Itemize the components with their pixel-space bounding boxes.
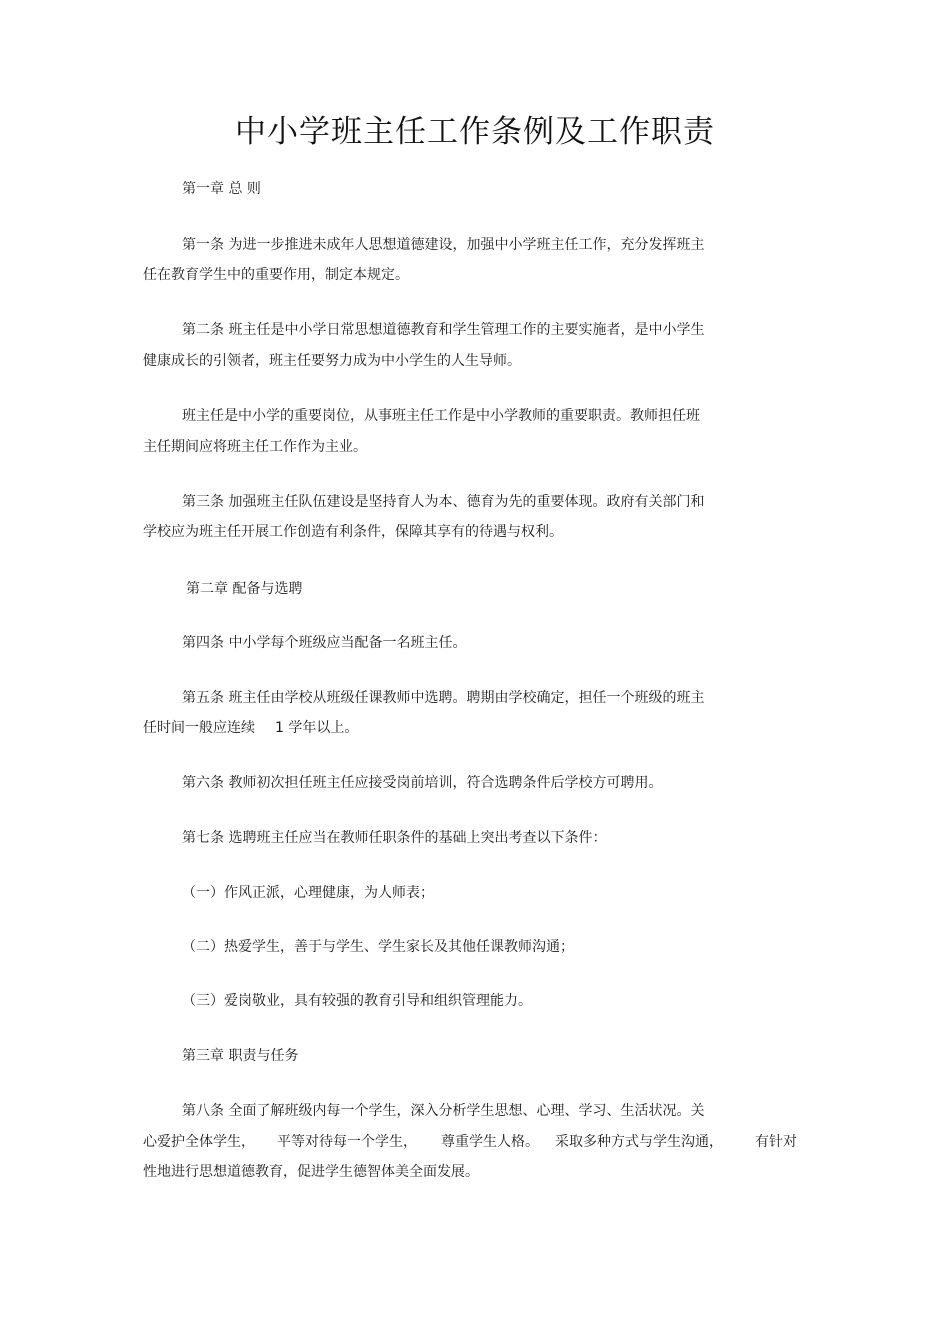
article-4: 第四条 中小学每个班级应当配备一名班主任。 (182, 635, 467, 651)
article-8-text-d: 采取多种方式与学生沟通， (555, 1134, 723, 1150)
article-2-line-2: 健康成长的引领者，班主任要努力成为中小学生的人生导师。 (143, 353, 521, 369)
article-5-line-2 (143, 718, 358, 738)
condition-1: （一）作风正派，心理健康，为人师表； (182, 885, 434, 901)
document-title: 中小学班主任工作条例及工作职责 (235, 114, 715, 150)
article-5-text-a: 任时间一般应连续 (143, 720, 255, 736)
article-8-text-e: 有针对 (755, 1134, 797, 1150)
article-8-text-c: 尊重学生人格。 (441, 1134, 539, 1150)
article-1-line-1: 第一条 为进一步推进未成年人思想道德建设，加强中小学班主任工作，充分发挥班主 (182, 237, 705, 253)
article-8-line-1: 第八条 全面了解班级内每一个学生，深入分析学生思想、心理、学习、生活状况。关 (182, 1103, 705, 1119)
article-8-text-b: 平等对待每一个学生， (277, 1134, 417, 1150)
paragraph-line-1: 班主任是中小学的重要岗位，从事班主任工作是中小学教师的重要职责。教师担任班 (182, 408, 700, 424)
paragraph-line-2: 主任期间应将班主任工作作为主业。 (143, 439, 367, 455)
condition-2: （二）热爱学生，善于与学生、学生家长及其他任课教师沟通； (182, 939, 574, 955)
chapter-heading-1: 第一章 总 则 (182, 181, 261, 197)
article-6: 第六条 教师初次担任班主任应接受岗前培训，符合选聘条件后学校方可聘用。 (182, 775, 663, 791)
condition-3: （三）爱岗敬业，具有较强的教育引导和组织管理能力。 (182, 993, 532, 1009)
article-3-line-2: 学校应为班主任开展工作创造有利条件，保障其享有的待遇与权利。 (143, 524, 563, 540)
article-1-line-2: 任在教育学生中的重要作用，制定本规定。 (143, 267, 409, 283)
article-8-line-2 (143, 1132, 797, 1152)
article-5-text-b: 1 学年以上。 (275, 720, 359, 736)
article-2-line-1: 第二条 班主任是中小学日常思想道德教育和学生管理工作的主要实施者，是中小学生 (182, 322, 705, 338)
chapter-heading-3: 第三章 职责与任务 (182, 1048, 299, 1064)
article-7: 第七条 选聘班主任应当在教师任职条件的基础上突出考查以下条件： (182, 830, 607, 846)
chapter-heading-2: 第二章 配备与选聘 (186, 581, 303, 597)
article-8-line-3: 性地进行思想道德教育，促进学生德智体美全面发展。 (143, 1164, 479, 1180)
article-3-line-1: 第三条 加强班主任队伍建设是坚持育人为本、德育为先的重要体现。政府有关部门和 (182, 494, 705, 510)
article-5-line-1: 第五条 班主任由学校从班级任课教师中选聘。聘期由学校确定，担任一个班级的班主 (182, 690, 705, 706)
article-8-text-a: 心爱护全体学生， (143, 1134, 255, 1150)
